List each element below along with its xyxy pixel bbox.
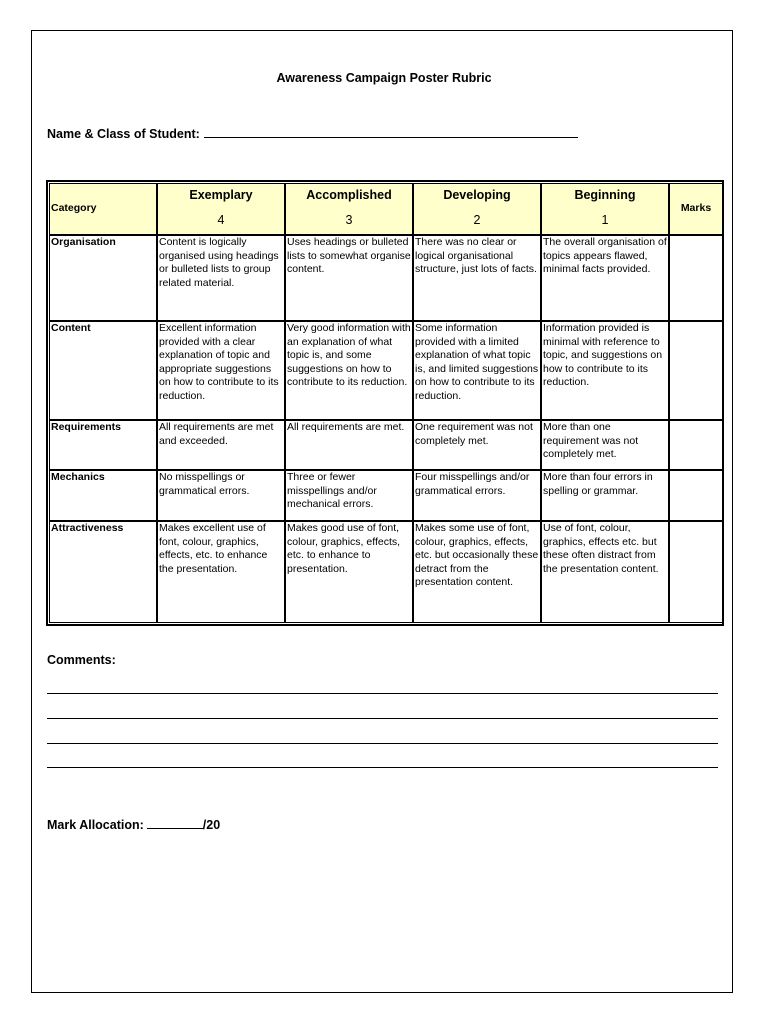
mark-allocation-blank[interactable] xyxy=(147,816,203,829)
student-name-field xyxy=(47,125,578,141)
marks-cell[interactable] xyxy=(669,521,723,623)
category-header: Category xyxy=(49,183,157,235)
category-cell: Requirements xyxy=(49,420,157,470)
criterion-cell: Content is logically organised using headings or bulleted lists to group related material. xyxy=(157,235,285,321)
level-name: Beginning xyxy=(574,188,636,202)
rubric-row-content xyxy=(49,321,723,420)
criterion-cell: Use of font, colour, graphics, effects etc. but these often distract from the presentation content. xyxy=(541,521,669,623)
level-header-developing xyxy=(413,183,541,235)
comment-line[interactable] xyxy=(47,767,718,768)
level-name: Accomplished xyxy=(306,188,392,202)
criterion-cell: All requirements are met and exceeded. xyxy=(157,420,285,470)
criterion-cell: No misspellings or grammatical errors. xyxy=(157,470,285,521)
level-name: Developing xyxy=(443,188,511,202)
criterion-cell: Makes good use of font, colour, graphics, effects, etc. to enhance to presentation. xyxy=(285,521,413,623)
student-name-label: Name & Class of Student: xyxy=(47,127,200,141)
criterion-cell: Makes some use of font, colour, graphics, effects, etc. but occasionally these detract from the presentation content. xyxy=(413,521,541,623)
document-title: Awareness Campaign Poster Rubric xyxy=(276,71,492,85)
level-header-exemplary xyxy=(157,183,285,235)
level-header-accomplished xyxy=(285,183,413,235)
rubric-table xyxy=(49,183,723,623)
marks-cell[interactable] xyxy=(669,321,723,420)
criterion-cell: More than four errors in spelling or grammar. xyxy=(541,470,669,521)
comment-line[interactable] xyxy=(47,718,718,719)
level-name: Exemplary xyxy=(189,188,253,202)
rubric-header-row xyxy=(49,183,723,235)
marks-header: Marks xyxy=(669,183,723,235)
marks-cell[interactable] xyxy=(669,470,723,521)
rubric-row-organisation xyxy=(49,235,723,321)
rubric-table-frame xyxy=(46,180,724,626)
level-score: 4 xyxy=(217,212,225,227)
comment-line[interactable] xyxy=(47,743,718,744)
criterion-cell: One requirement was not completely met. xyxy=(413,420,541,470)
criterion-cell: Three or fewer misspellings and/or mechanical errors. xyxy=(285,470,413,521)
criterion-cell: Very good information with an explanation of what topic is, and some suggestions on how to contribute to its reduction. xyxy=(285,321,413,420)
comments-label: Comments: xyxy=(47,653,116,667)
criterion-cell: Makes excellent use of font, colour, graphics, effects, etc. to enhance the presentation. xyxy=(157,521,285,623)
criterion-cell: There was no clear or logical organisational structure, just lots of facts. xyxy=(413,235,541,321)
mark-allocation-label: Mark Allocation: xyxy=(47,818,144,832)
level-score: 1 xyxy=(601,212,609,227)
category-cell: Content xyxy=(49,321,157,420)
mark-allocation-total: /20 xyxy=(202,818,221,832)
criterion-cell: Some information provided with a limited explanation of what topic is, and limited suggestions on how to contribute to its reduction. xyxy=(413,321,541,420)
rubric-row-requirements xyxy=(49,420,723,470)
criterion-cell: Uses headings or bulleted lists to somewhat organise content. xyxy=(285,235,413,321)
comment-line[interactable] xyxy=(47,693,718,694)
criterion-cell: More than one requirement was not completely met. xyxy=(541,420,669,470)
rubric-row-attractiveness xyxy=(49,521,723,623)
level-score: 3 xyxy=(345,212,353,227)
criterion-cell: The overall organisation of topics appears flawed, minimal facts provided. xyxy=(541,235,669,321)
marks-cell[interactable] xyxy=(669,235,723,321)
criterion-cell: All requirements are met. xyxy=(285,420,413,470)
criterion-cell: Information provided is minimal with reference to topic, and suggestions on how to contribute to its reduction. xyxy=(541,321,669,420)
level-score: 2 xyxy=(473,212,481,227)
category-cell: Organisation xyxy=(49,235,157,321)
marks-cell[interactable] xyxy=(669,420,723,470)
criterion-cell: Four misspellings and/or grammatical errors. xyxy=(413,470,541,521)
category-cell: Mechanics xyxy=(49,470,157,521)
rubric-row-mechanics xyxy=(49,470,723,521)
mark-allocation xyxy=(47,816,220,832)
criterion-cell: Excellent information provided with a clear explanation of topic and appropriate suggestions on how to contribute to its reduction. xyxy=(157,321,285,420)
student-name-blank[interactable] xyxy=(204,125,578,138)
level-header-beginning xyxy=(541,183,669,235)
category-cell: Attractiveness xyxy=(49,521,157,623)
